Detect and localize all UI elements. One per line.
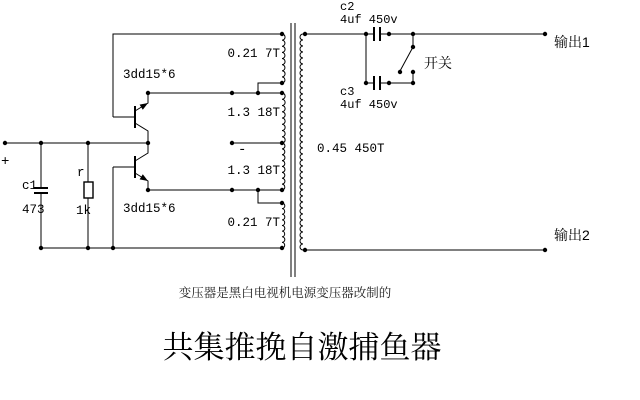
output2-label: 输出2 (554, 227, 590, 243)
q1-label: 3dd15*6 (123, 68, 176, 82)
winding-spec-w3: 1.3 18T (227, 164, 280, 178)
output1-terminal (554, 34, 590, 50)
q2-label: 3dd15*6 (123, 202, 176, 216)
output1-label: 输出1 (554, 34, 590, 50)
r-value: 1k (76, 204, 92, 218)
r-label: r (77, 166, 85, 180)
c2-value: 4uf 450v (340, 13, 398, 27)
c1-label: c1 (22, 179, 38, 193)
diagram-title: 共集推挽自激捕鱼器 (162, 330, 442, 365)
winding-spec-w2: 1.3 18T (227, 106, 280, 120)
c1-value: 473 (22, 203, 45, 217)
transformer-note: 变压器是黑白电视机电源变压器改制的 (178, 286, 392, 300)
c3-label: c3 (340, 85, 355, 99)
positive-terminal-label: + (1, 154, 10, 170)
winding-spec-w4: 0.21 7T (227, 216, 280, 230)
c3-value: 4uf 450v (340, 98, 398, 112)
center-tap-polarity: - (238, 142, 247, 158)
switch-label: 开关 (424, 55, 452, 71)
winding-spec-w1: 0.21 7T (227, 47, 280, 61)
c2-label: c2 (340, 0, 355, 14)
secondary-spec: 0.45 450T (317, 142, 385, 156)
